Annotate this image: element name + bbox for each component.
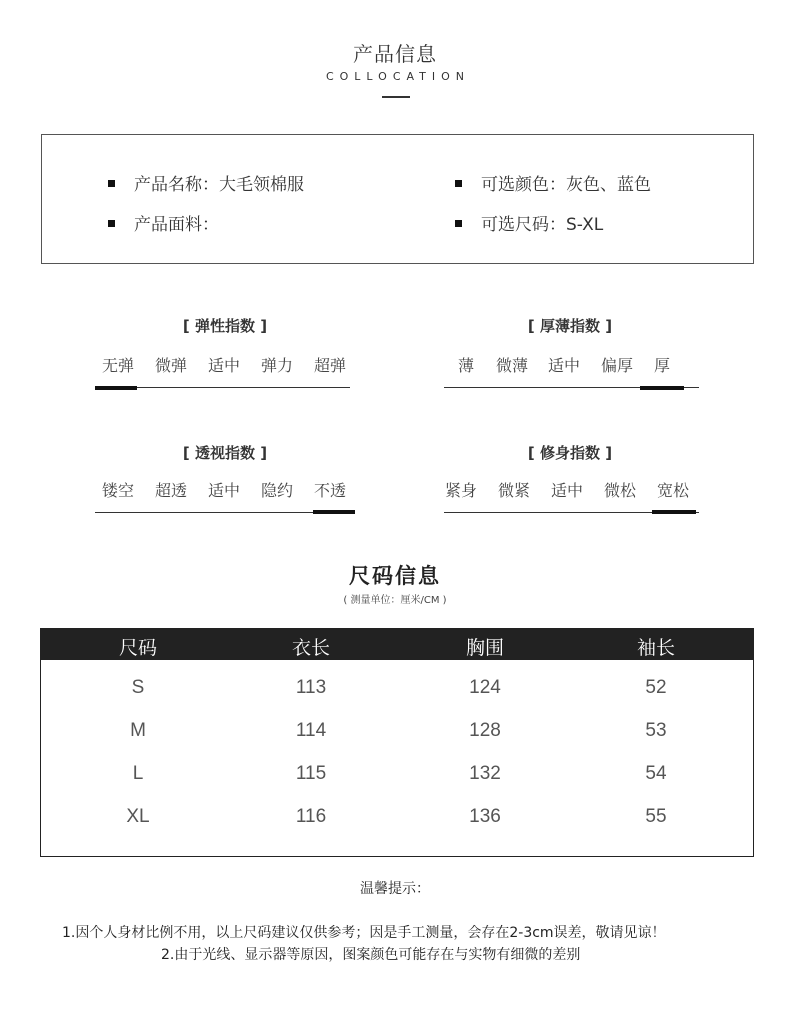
cell-chest: 136 (469, 806, 501, 827)
cell-chest: 132 (469, 763, 501, 784)
transparency-selected-marker (313, 510, 355, 514)
column-header-length: 衣长 (291, 637, 330, 659)
fit-label: 紧身 (444, 481, 477, 500)
column-header-sleeve: 袖长 (636, 637, 675, 659)
cell-size: S (131, 677, 145, 698)
elasticity-scale-title: [ 弹性指数 ] (182, 317, 268, 335)
fit-scale-title: [ 修身指数 ] (527, 444, 613, 462)
cell-length: 114 (295, 720, 327, 741)
elasticity-label: 适中 (207, 356, 240, 375)
measurement-unit-note: ( 测量单位：厘米/CM ) (343, 595, 447, 606)
section-title-product-info: 产品信息 (353, 42, 437, 66)
cell-sleeve: 55 (645, 806, 667, 827)
info-product-fabric: 产品面料： (108, 210, 219, 235)
cell-length: 116 (295, 806, 327, 827)
section-subtitle: COLLOCATION (325, 70, 471, 83)
cell-size: M (130, 720, 146, 741)
elasticity-label: 微弹 (154, 356, 187, 375)
cell-chest: 128 (469, 720, 501, 741)
transparency-label: 不透 (313, 481, 346, 500)
product-info-box (41, 134, 754, 264)
cell-sleeve: 54 (645, 763, 667, 784)
column-header-size: 尺码 (118, 637, 157, 659)
section-title-size-info: 尺码信息 (349, 564, 441, 588)
thickness-selected-marker (640, 386, 684, 390)
thickness-label: 偏厚 (600, 356, 633, 375)
bullet-icon (108, 180, 115, 187)
fit-label: 微紧 (497, 481, 530, 500)
fit-label: 微松 (603, 481, 636, 500)
cell-sleeve: 52 (645, 677, 667, 698)
elasticity-label: 弹力 (260, 356, 293, 375)
bullet-icon (108, 220, 115, 227)
cell-size: L (132, 763, 144, 784)
fit-selected-marker (652, 510, 696, 514)
tips-title: 温馨提示： (360, 881, 430, 897)
bullet-icon (455, 220, 462, 227)
transparency-label: 镂空 (101, 481, 134, 500)
bullet-icon (455, 180, 462, 187)
fit-label: 宽松 (656, 481, 689, 500)
cell-chest: 124 (469, 677, 501, 698)
transparency-scale-title: [ 透视指数 ] (182, 444, 268, 462)
cell-length: 115 (295, 763, 327, 784)
tip-note-1: 1.因个人身材比例不用，以上尺码建议仅供参考；因是手工测量，会存在2-3cm误差，敬请见谅！ (62, 925, 666, 941)
thickness-scale-title: [ 厚薄指数 ] (527, 317, 613, 335)
thickness-label: 薄 (457, 356, 474, 375)
info-product-name: 产品名称：大毛领棉服 (108, 170, 304, 195)
transparency-label: 隐约 (260, 481, 293, 500)
info-colors: 可选颜色：灰色、蓝色 (455, 170, 651, 195)
transparency-label: 超透 (154, 481, 187, 500)
transparency-label: 适中 (207, 481, 240, 500)
elasticity-label: 无弹 (101, 356, 134, 375)
size-table-header (41, 629, 753, 660)
thickness-label: 厚 (653, 356, 670, 375)
info-sizes: 可选尺码：S-XL (455, 210, 603, 235)
size-table (40, 628, 754, 857)
cell-length: 113 (295, 677, 327, 698)
elasticity-selected-marker (95, 386, 137, 390)
cell-size: XL (126, 806, 150, 827)
tip-note-2: 2.由于光线、显示器等原因，图案颜色可能存在与实物有细微的差别 (161, 947, 581, 963)
elasticity-label: 超弹 (313, 356, 346, 375)
column-header-chest: 胸围 (465, 637, 504, 659)
thickness-label: 适中 (547, 356, 580, 375)
thickness-label: 微薄 (495, 356, 528, 375)
cell-sleeve: 53 (645, 720, 667, 741)
title-divider (382, 96, 410, 98)
fit-label: 适中 (550, 481, 583, 500)
